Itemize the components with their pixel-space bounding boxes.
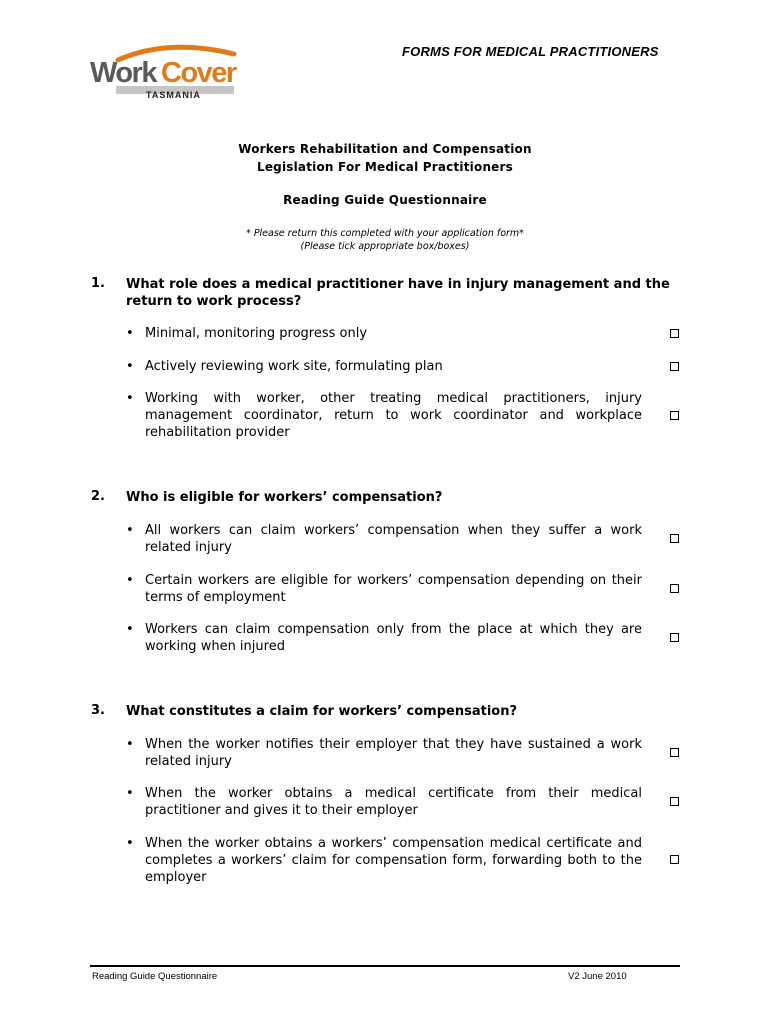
bullet-icon: • [126,786,134,801]
checkbox-q3-opt2[interactable] [670,797,679,806]
question-3-number: 3. [91,703,105,718]
bullet-icon: • [126,573,134,588]
question-3-text: What constitutes a claim for workers’ compensation? [126,704,518,719]
bullet-icon: • [126,359,134,374]
option-text: Working with worker, other treating medical practitioners, injury management coordinator, return to work coordinator and workplace rehabilitation provider [145,391,642,440]
checkbox-q1-opt3[interactable] [670,411,679,420]
return-instruction: * Please return this completed with your application form* [246,228,524,239]
question-1-number: 1. [91,276,105,291]
workcover-logo [88,40,240,104]
footer-divider [90,965,680,967]
footer-version: V2 June 2010 [568,971,627,982]
bullet-icon: • [126,391,134,406]
option-text: Workers can claim compensation only from the place at which they are working when injured [145,622,642,654]
checkbox-q3-opt3[interactable] [670,855,679,864]
option-text: All workers can claim workers’ compensation when they suffer a work related injury [145,523,642,555]
checkbox-q2-opt1[interactable] [670,534,679,543]
option-text: When the worker notifies their employer that they have sustained a work related injury [145,737,642,769]
option-text: Actively reviewing work site, formulating plan [145,359,443,374]
checkbox-q2-opt3[interactable] [670,633,679,642]
option-text: When the worker obtains a workers’ compensation medical certificate and completes a workers’ claim for compensation form, forwarding both to the employer [145,836,642,885]
bullet-icon: • [126,737,134,752]
svg-text:Work: Work [90,57,156,89]
bullet-icon: • [126,523,134,538]
checkbox-q2-opt2[interactable] [670,584,679,593]
checkbox-q1-opt2[interactable] [670,362,679,371]
option-text: When the worker obtains a medical certificate from their medical practitioner and gives it to their employer [145,786,642,818]
svg-text:Cover: Cover [161,57,236,89]
question-2-text: Who is eligible for workers’ compensation? [126,490,443,505]
question-2-number: 2. [91,489,105,504]
document-title-line-2: Legislation For Medical Practitioners [256,160,513,174]
option-text: Certain workers are eligible for workers’ compensation depending on their terms of employment [145,573,642,605]
document-title-line-1: Workers Rehabilitation and Compensation [238,142,532,156]
bullet-icon: • [126,836,134,851]
document-subtitle: Reading Guide Questionnaire [283,193,487,207]
svg-text:TASMANIA: TASMANIA [146,90,201,100]
bullet-icon: • [126,326,134,341]
footer-document-name: Reading Guide Questionnaire [92,971,218,982]
checkbox-q1-opt1[interactable] [670,329,679,338]
bullet-icon: • [126,622,134,637]
tick-instruction: (Please tick appropriate box/boxes) [300,241,470,252]
checkbox-q3-opt1[interactable] [670,748,679,757]
option-text: Minimal, monitoring progress only [145,326,368,341]
question-1-text: What role does a medical practitioner have in injury management and the return to work process? [126,277,670,309]
form-category-label: FORMS FOR MEDICAL PRACTITIONERS [402,44,659,59]
